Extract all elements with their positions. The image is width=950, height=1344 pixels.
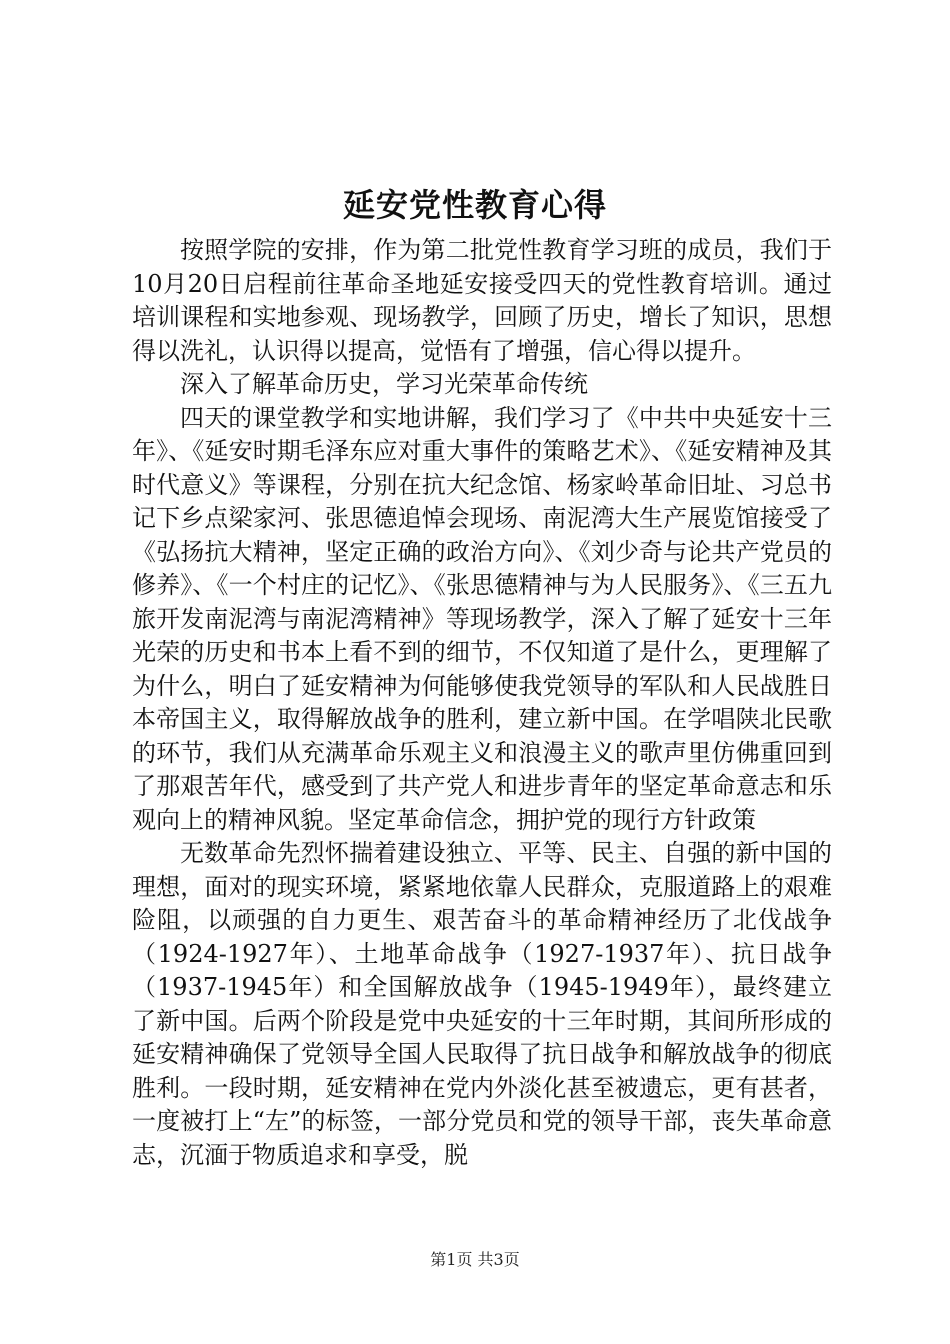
paragraph-study: 四天的课堂教学和实地讲解，我们学习了《中共中央延安十三年》、《延安时期毛泽东应对重大事件的策略艺术》、《延安精神及其时代意义》等课程，分别在抗大纪念馆、杨家岭革命旧址、习总书记下乡点梁家河、张思德追悼会现场、南泥湾大生产展览馆接受了《弘扬抗大精神，坚定正确的政治方向》、《刘少奇与论共产党员的修养》、《一个村庄的记忆》、《张思德精神与为人民服务》、《三五九旅开发南泥湾与南泥湾精神》等现场教学，深入了解了延安十三年光荣的历史和书本上看不到的细节，不仅知道了是什么，更理解了为什么，明白了延安精神为何能够使我党领导的军队和人民战胜日本帝国主义，取得解放战争的胜利，建立新中国。在学唱陕北民歌的环节，我们从充满革命乐观主义和浪漫主义的歌声里仿佛重回到了那艰苦年代，感受到了共产党人和进步青年的坚定革命意志和乐观向上的精神风貌。坚定革命信念，拥护党的现行方针政策	[132, 403, 832, 834]
document-title: 延安党性教育心得	[342, 186, 607, 224]
document-body	[132, 234, 832, 1172]
page-footer: 第1页 共3页	[430, 1250, 520, 1269]
paragraph-intro: 按照学院的安排，作为第二批党性教育学习班的成员，我们于10月20日启程前往革命圣地延安接受四天的党性教育培训。通过培训课程和实地参观、现场教学，回顾了历史，增长了知识，思想得以洗礼，认识得以提高，觉悟有了增强，信心得以提升。	[132, 236, 832, 365]
section-heading: 深入了解革命历史，学习光荣革命传统	[180, 370, 588, 398]
paragraph-history: 无数革命先烈怀揣着建设独立、平等、民主、自强的新中国的理想，面对的现实环境，紧紧地依靠人民群众，克服道路上的艰难险阻，以顽强的自力更生、艰苦奋斗的革命精神经历了北伐战争（1924-1927年）、土地革命战争（1927-1937年）、抗日战争（1937-1945年）和全国解放战争（1945-1949年），最终建立了新中国。后两个阶段是党中央延安的十三年时期，其间所形成的延安精神确保了党领导全国人民取得了抗日战争和解放战争的彻底胜利。一段时期，延安精神在党内外淡化甚至被遗忘，更有甚者，一度被打上“左”的标签，一部分党员和党的领导干部，丧失革命意志，沉湎于物质追求和享受，脱	[132, 839, 832, 1169]
